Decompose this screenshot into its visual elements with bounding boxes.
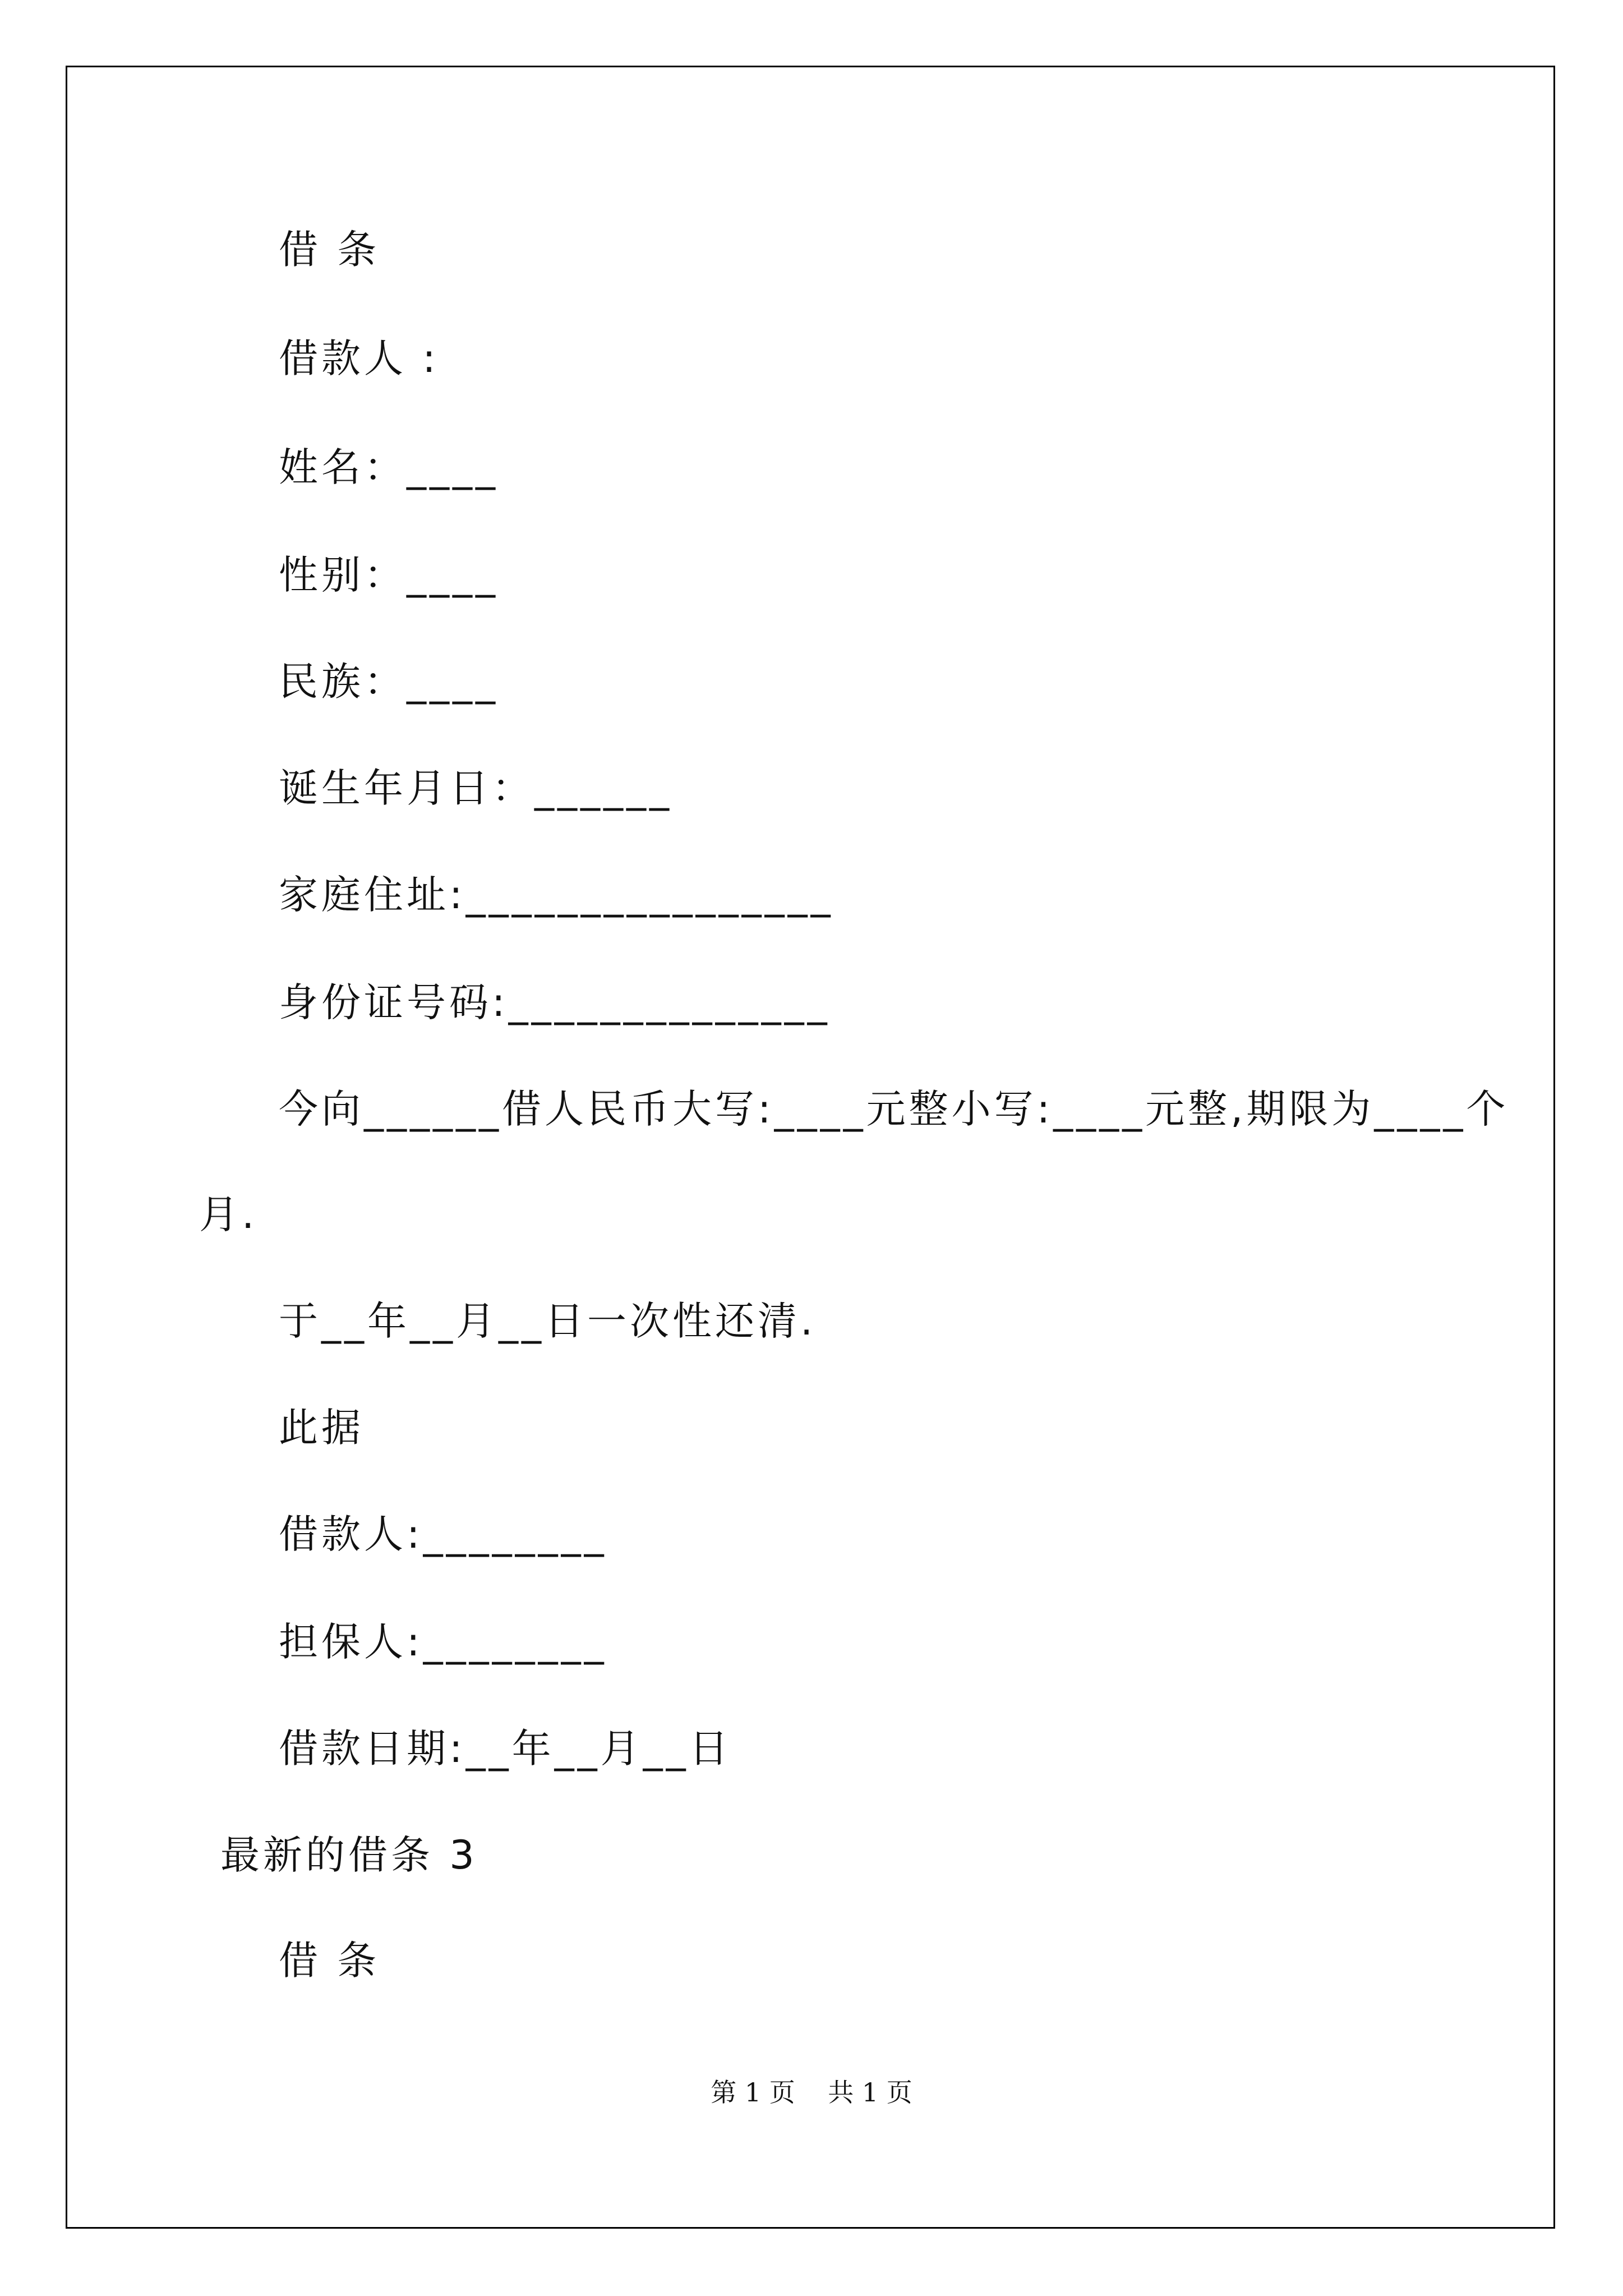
borrower-heading: 借款人 : bbox=[279, 335, 439, 381]
borrower-signature-field: 借款人:________ bbox=[279, 1511, 607, 1557]
name-field: 姓名：____ bbox=[279, 444, 499, 490]
ethnicity-field: 民族：____ bbox=[279, 659, 499, 705]
loan-date-field: 借款日期:__年__月__日 bbox=[279, 1726, 732, 1772]
id-number-field: 身份证号码:______________ bbox=[279, 979, 831, 1025]
repayment-statement: 于__年__月__日一次性还清. bbox=[279, 1298, 817, 1344]
section-heading: 最新的借条 3 bbox=[220, 1832, 478, 1878]
hereby-text: 此据 bbox=[279, 1405, 364, 1451]
loan-statement-continuation: 月. bbox=[199, 1191, 258, 1237]
title-text: 借 条 bbox=[279, 227, 380, 273]
loan-statement: 今向______借人民币大写:____元整小写:____元整,期限为____个 bbox=[279, 1086, 1509, 1132]
birthdate-field: 诞生年月日：______ bbox=[279, 765, 672, 811]
guarantor-signature-field: 担保人:________ bbox=[279, 1619, 607, 1665]
gender-field: 性别：____ bbox=[279, 552, 499, 598]
second-title-text: 借 条 bbox=[279, 1938, 380, 1984]
page-border bbox=[66, 66, 1555, 2229]
page-footer: 第 1 页 共 1 页 bbox=[711, 2077, 912, 2108]
address-field: 家庭住址:________________ bbox=[279, 872, 834, 918]
